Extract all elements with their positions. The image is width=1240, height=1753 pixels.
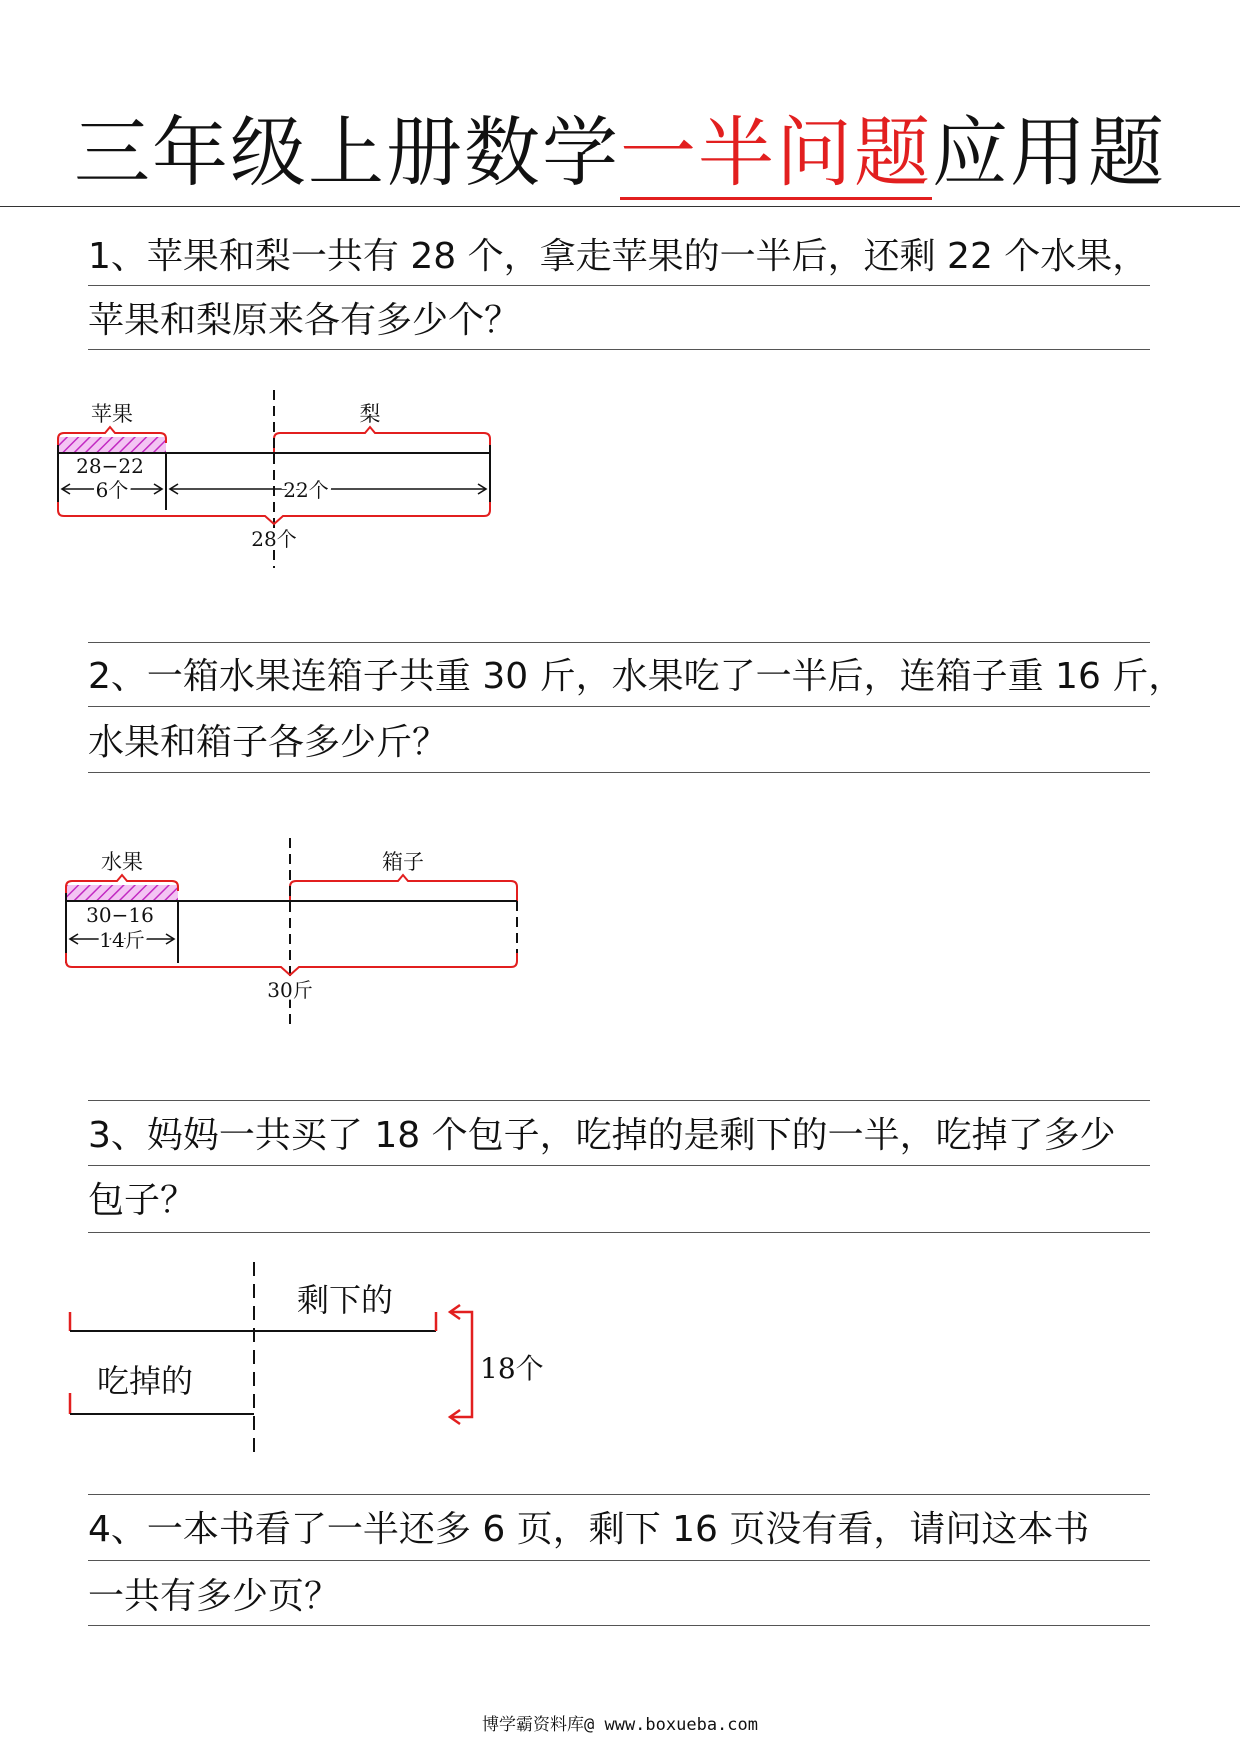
pear-label: 梨 bbox=[359, 402, 381, 426]
title-divider bbox=[0, 206, 1240, 207]
total-bracket bbox=[450, 1312, 472, 1417]
fruit-label: 水果 bbox=[101, 850, 143, 874]
remaining-value: 22个 bbox=[283, 478, 329, 502]
question-2-diagram bbox=[0, 838, 540, 1028]
question-1-rule1 bbox=[88, 285, 1150, 286]
question-1-line1: 1、苹果和梨一共有 28 个，拿走苹果的一半后，还剩 22 个水果， bbox=[88, 236, 1149, 277]
question-4-rule2 bbox=[88, 1625, 1150, 1626]
pear-brace bbox=[274, 427, 490, 453]
box-label: 箱子 bbox=[382, 850, 424, 874]
question-1-rule2 bbox=[88, 349, 1150, 350]
title-highlight: 一半问题 bbox=[620, 108, 932, 200]
question-3-line1: 3、妈妈一共买了 18 个包子，吃掉的是剩下的一半，吃掉了多少 bbox=[88, 1115, 1116, 1156]
box-brace bbox=[290, 875, 517, 901]
question-2-rule-top bbox=[88, 642, 1150, 643]
total-value: 18个 bbox=[480, 1352, 544, 1385]
question-4-line2: 一共有多少页？ bbox=[88, 1576, 341, 1617]
apple-formula: 28−22 bbox=[76, 454, 144, 478]
fruit-value: 14斤 bbox=[99, 928, 145, 952]
question-3-rule2 bbox=[88, 1232, 1150, 1233]
title-part2: 应用题 bbox=[932, 108, 1166, 197]
question-4-rule1 bbox=[88, 1560, 1150, 1561]
total-value: 28个 bbox=[251, 527, 297, 551]
question-2-rule1 bbox=[88, 706, 1150, 707]
question-3-diagram bbox=[0, 1262, 600, 1460]
question-2-line1: 2、一箱水果连箱子共重 30 斤，水果吃了一半后，连箱子重 16 斤， bbox=[88, 656, 1185, 697]
question-4-rule-top bbox=[88, 1494, 1150, 1495]
page-title bbox=[0, 92, 1240, 201]
eaten-label: 吃掉的 bbox=[96, 1362, 194, 1400]
question-2-line2: 水果和箱子各多少斤？ bbox=[88, 722, 449, 763]
footer-watermark: 博学霸资料库@ www.boxueba.com bbox=[482, 1715, 758, 1735]
fruit-formula: 30−16 bbox=[86, 903, 154, 927]
remaining-label: 剩下的 bbox=[296, 1281, 394, 1319]
question-4-line1: 4、一本书看了一半还多 6 页，剩下 16 页没有看，请问这本书 bbox=[88, 1509, 1090, 1550]
total-value: 30斤 bbox=[267, 978, 313, 1002]
question-3-line2: 包子？ bbox=[88, 1180, 197, 1221]
apple-value: 6个 bbox=[95, 478, 129, 502]
fruit-half-hatch bbox=[66, 885, 178, 901]
total-brace bbox=[66, 953, 517, 975]
question-1-diagram bbox=[0, 390, 520, 580]
question-2-rule2 bbox=[88, 772, 1150, 773]
apple-half-hatch bbox=[58, 437, 166, 453]
question-3-rule1 bbox=[88, 1165, 1150, 1166]
question-1-line2: 苹果和梨原来各有多少个？ bbox=[88, 300, 521, 341]
question-3-rule-top bbox=[88, 1100, 1150, 1101]
title-part1: 三年级上册数学 bbox=[74, 108, 620, 197]
apple-label: 苹果 bbox=[91, 402, 133, 426]
